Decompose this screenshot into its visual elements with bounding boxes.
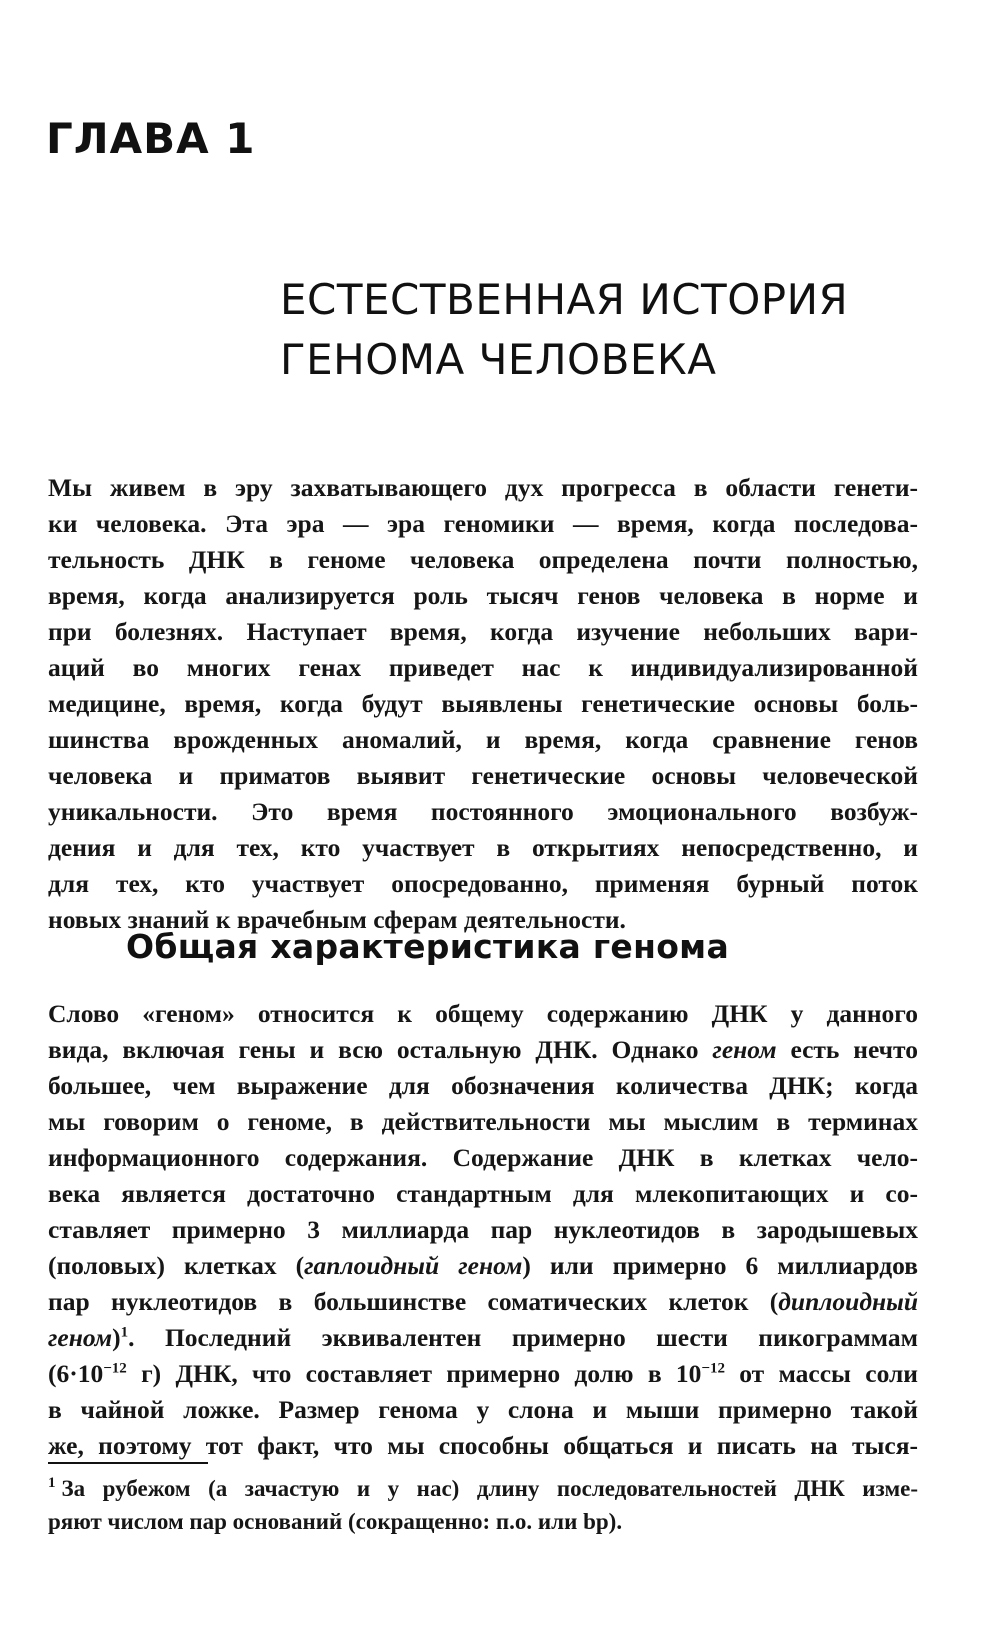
chapter-title-line: ЕСТЕСТВЕННАЯ ИСТОРИЯ bbox=[280, 275, 849, 324]
chapter-label: ГЛАВА 1 bbox=[46, 114, 256, 163]
intro-paragraph bbox=[48, 470, 918, 938]
section-line: мы говорим о геноме, в действительности мы мыслим в терминах bbox=[48, 1107, 918, 1136]
italic-term: геном bbox=[48, 1323, 113, 1352]
section-line bbox=[48, 1320, 918, 1356]
section-line: века является достаточно стандартным для млекопитающих и со- bbox=[48, 1179, 918, 1208]
footnote-line: ряют числом пар оснований (сокращенно: п.о. или bp). bbox=[48, 1509, 623, 1534]
text-run: (6·10 bbox=[48, 1359, 104, 1388]
text-run: За рубежом (а зачастую и у нас) длину последовательностей ДНК изме- bbox=[61, 1476, 918, 1501]
intro-line: новых знаний к врачебным сферам деятельности. bbox=[48, 905, 626, 934]
section-line: большее, чем выражение для обозначения количества ДНК; когда bbox=[48, 1071, 918, 1100]
intro-line: ки человека. Эта эра — эра геномики — время, когда последова- bbox=[48, 509, 918, 538]
text-run: ) или примерно 6 миллиардов bbox=[522, 1251, 918, 1280]
exponent: −12 bbox=[701, 1360, 725, 1377]
intro-line: Мы живем в эру захватывающего дух прогресса в области генети- bbox=[48, 473, 918, 502]
text-run: есть нечто bbox=[776, 1035, 918, 1064]
intro-line: при болезнях. Наступает время, когда изучение небольших вари- bbox=[48, 617, 918, 646]
section-line bbox=[48, 1248, 918, 1284]
text-run: вида, включая гены и всю остальную ДНК. Однако bbox=[48, 1035, 713, 1064]
text-run: . Последний эквивалентен примерно шести пикограммам bbox=[128, 1323, 918, 1352]
section-line: же, поэтому тот факт, что мы способны общаться и писать на тыся- bbox=[48, 1431, 918, 1460]
footnote-line bbox=[48, 1472, 918, 1505]
footnote bbox=[48, 1472, 918, 1538]
section-line bbox=[48, 1356, 918, 1392]
chapter-title bbox=[280, 270, 960, 390]
intro-line: для тех, кто участвует опосредованно, применяя бурный поток bbox=[48, 869, 918, 898]
text-run: от массы соли bbox=[724, 1359, 918, 1388]
footnote-divider bbox=[48, 1462, 208, 1464]
footnote-marker: 1 bbox=[48, 1475, 56, 1492]
intro-line: шинства врожденных аномалий, и время, когда сравнение генов bbox=[48, 725, 918, 754]
section-line bbox=[48, 1284, 918, 1320]
italic-term: гаплоидный геном bbox=[304, 1251, 523, 1280]
intro-line: медицине, время, когда будут выявлены генетические основы боль- bbox=[48, 689, 918, 718]
italic-term: диплоидный bbox=[778, 1287, 918, 1316]
section-line bbox=[48, 1032, 918, 1068]
section-line: в чайной ложке. Размер генома у слона и мыши примерно такой bbox=[48, 1395, 918, 1424]
intro-line: тельность ДНК в геноме человека определена почти полностью, bbox=[48, 545, 918, 574]
section-line: информационного содержания. Содержание ДНК в клетках чело- bbox=[48, 1143, 918, 1172]
text-run: г) ДНК, что составляет примерно долю в 10 bbox=[126, 1359, 702, 1388]
intro-line: время, когда анализируется роль тысяч генов человека в норме и bbox=[48, 581, 918, 610]
intro-line: аций во многих генах приведет нас к индивидуализированной bbox=[48, 653, 918, 682]
section-line: ставляет примерно 3 миллиарда пар нуклеотидов в зародышевых bbox=[48, 1215, 918, 1244]
section-heading: Общая характеристика генома bbox=[126, 927, 730, 966]
intro-line: человека и приматов выявит генетические основы человеческой bbox=[48, 761, 918, 790]
text-run: (половых) клетках ( bbox=[48, 1251, 305, 1280]
chapter-title-line: ГЕНОМА ЧЕЛОВЕКА bbox=[280, 335, 717, 384]
italic-term: геном bbox=[712, 1035, 777, 1064]
section-line: Слово «геном» относится к общему содержанию ДНК у данного bbox=[48, 999, 918, 1028]
footnote-reference: 1 bbox=[120, 1324, 129, 1341]
intro-line: уникальности. Это время постоянного эмоционального возбуж- bbox=[48, 797, 918, 826]
text-run: ) bbox=[112, 1323, 121, 1352]
intro-line: дения и для тех, кто участвует в открытиях непосредственно, и bbox=[48, 833, 918, 862]
exponent: −12 bbox=[103, 1360, 127, 1377]
section-paragraph bbox=[48, 996, 918, 1464]
text-run: пар нуклеотидов в большинстве соматических клеток ( bbox=[48, 1287, 779, 1316]
